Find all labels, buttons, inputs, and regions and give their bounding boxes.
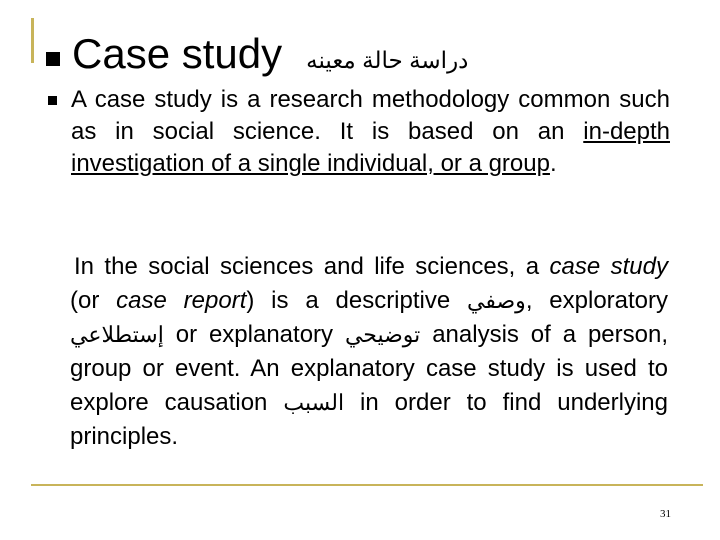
definition-underlined: in-depth investigation of a single individual, or a group: [71, 118, 670, 177]
italic-term-case-study: case study: [549, 253, 668, 280]
paragraph-text: (or: [70, 287, 117, 314]
arabic-term-descriptive: وصفي: [467, 288, 526, 313]
square-bullet-icon: [46, 52, 60, 66]
paragraph-text: or explanatory: [163, 321, 345, 348]
square-bullet-icon: [48, 96, 57, 105]
decorative-bottom-line: [31, 484, 703, 486]
paragraph-text: , exploratory: [525, 287, 669, 314]
definition-lead: A case study is a research methodology common such as in social science. It is based on an: [71, 86, 670, 145]
paragraph-text: ) is a descriptive: [246, 287, 468, 314]
arabic-term-causation: السبب: [283, 390, 345, 415]
arabic-term-exploratory: إستطلاعي: [70, 322, 164, 347]
paragraph-text: In the social sciences and life sciences, a: [74, 253, 550, 280]
bullet-definition: [48, 84, 670, 180]
arabic-term-explanatory: توضيحي: [344, 322, 421, 347]
italic-term-case-report: case report: [116, 287, 247, 314]
page-number: 31: [660, 508, 671, 520]
paragraph-text: in order to find underlying principles.: [70, 389, 669, 450]
decorative-vertical-line: [31, 18, 34, 63]
slide-title: Case study: [72, 30, 283, 77]
slide-title-arabic: دراسة حالة معينه: [306, 47, 469, 73]
social-sciences-paragraph: [70, 250, 668, 454]
definition-text: [71, 84, 670, 180]
paragraph-text: analysis of a person, group or event. An explanatory case study is used to explore causation: [70, 321, 669, 416]
slide-title-row: [46, 28, 468, 80]
definition-trail: .: [549, 150, 557, 177]
